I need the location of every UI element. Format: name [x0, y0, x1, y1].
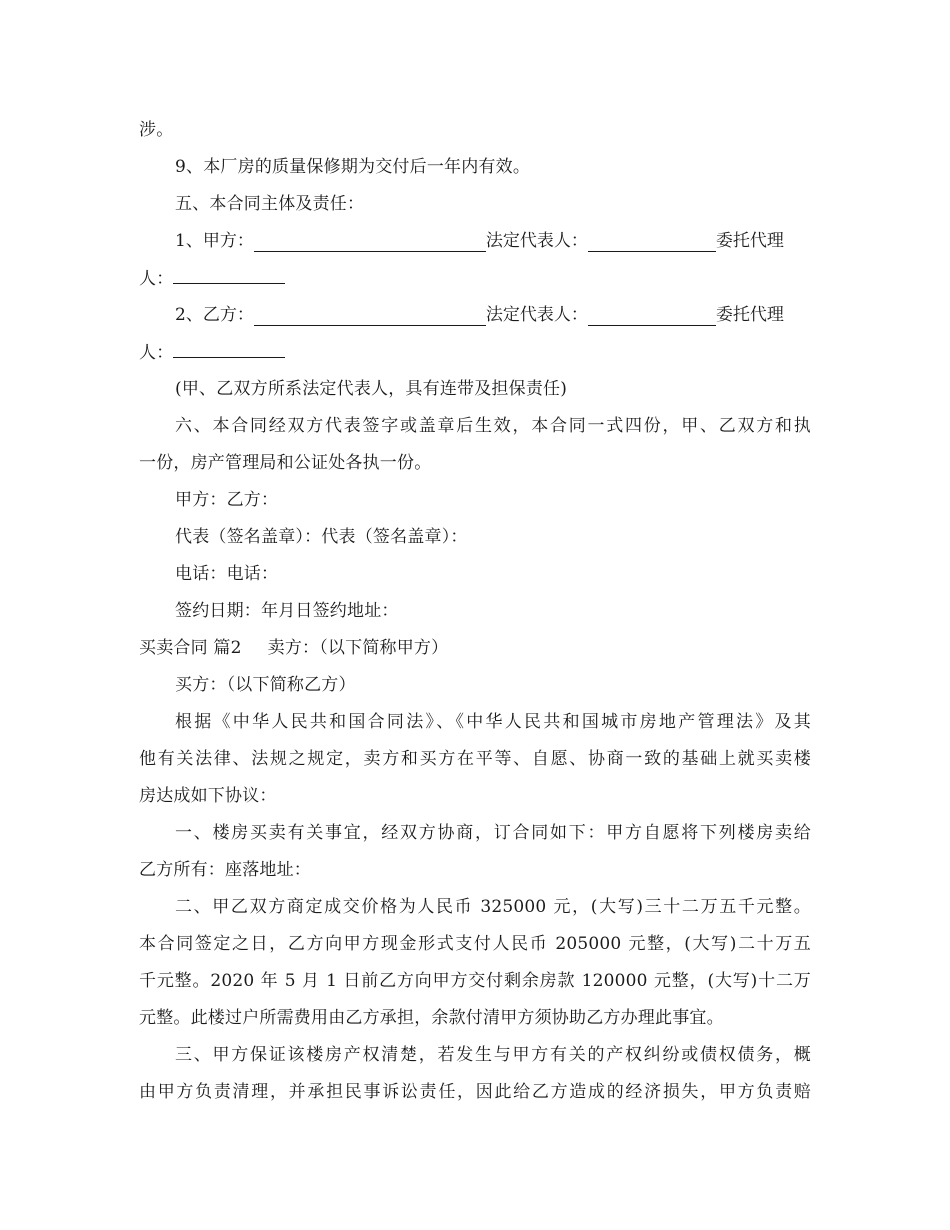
text-line: 六、本合同经双方代表签字或盖章后生效，本合同一式四份，甲、乙双方和执: [175, 416, 811, 436]
seller-label: 卖方：（以下简称甲方）: [267, 638, 449, 658]
signature-parties: 甲方：乙方：: [175, 490, 279, 510]
text-line: 涉。: [139, 120, 174, 140]
text-line: 根据《中华人民共和国合同法》、《中华人民共和国城市房地产管理法》及其: [175, 712, 811, 732]
text-line: 千元整。2020 年 5 月 1 日前乙方向甲方交付剩余房款 120000 元整，(大写)十二万: [139, 971, 811, 991]
text-line: 三、甲方保证该楼房产权清楚，若发生与甲方有关的产权纠纷或债权债务，概: [175, 1045, 811, 1065]
text-line: 一份，房产管理局和公证处各执一份。: [139, 453, 432, 473]
agent-label: 委托代理: [715, 231, 784, 251]
text-line: 元整。此楼过户所需费用由乙方承担，余款付清甲方须协助乙方办理此事宜。: [139, 1008, 724, 1028]
party-a-line: [175, 230, 811, 252]
text-line: 乙方所有：座落地址：: [139, 860, 311, 880]
legal-rep-blank: [588, 235, 716, 252]
agent-blank: [173, 341, 285, 358]
contract-heading-line: [139, 637, 448, 659]
agent-line: [139, 267, 285, 290]
contract-title: 买卖合同 篇2: [139, 638, 242, 658]
text-line: 房达成如下协议：: [139, 786, 277, 806]
party-a-name-blank: [254, 235, 486, 252]
text-line: 二、甲乙双方商定成交价格为人民币 325000 元，(大写)三十二万五千元整。: [175, 897, 811, 917]
signature-representatives: 代表（签名盖章）：代表（签名盖章）：: [175, 527, 468, 547]
section-heading: 五、本合同主体及责任：: [175, 194, 365, 214]
text-line: 本合同签定之日，乙方向甲方现金形式支付人民币 205000 元整，(大写)二十万五: [139, 934, 811, 954]
agent-blank: [173, 267, 285, 284]
text-line: (甲、乙双方所系法定代表人，具有连带及担保责任): [175, 379, 568, 399]
party-b-line: [175, 304, 811, 326]
agent-label-end: 人：: [139, 343, 174, 363]
signature-phones: 电话：电话：: [175, 564, 279, 584]
agent-line: [139, 341, 285, 364]
text-line: 他有关法律、法规之规定，卖方和买方在平等、自愿、协商一致的基础上就买卖楼: [139, 749, 811, 769]
agent-label-end: 人：: [139, 269, 174, 289]
party-b-label: 2、乙方：: [175, 305, 254, 325]
buyer-label: 买方：（以下简称乙方）: [175, 675, 356, 695]
agent-label: 委托代理: [715, 305, 784, 325]
party-a-label: 1、甲方：: [175, 231, 254, 251]
party-b-name-blank: [254, 309, 486, 326]
legal-rep-blank: [588, 309, 716, 326]
legal-rep-label: 法定代表人：: [485, 305, 588, 325]
text-line: 一、楼房买卖有关事宜，经双方协商，订合同如下：甲方自愿将下列楼房卖给: [175, 823, 811, 843]
text-line: 由甲方负责清理，并承担民事诉讼责任，因此给乙方造成的经济损失，甲方负责赔: [139, 1082, 811, 1102]
signing-date-address: 签约日期：年月日签约地址：: [175, 601, 399, 621]
legal-rep-label: 法定代表人：: [485, 231, 588, 251]
text-line: 9、本厂房的质量保修期为交付后一年内有效。: [175, 157, 531, 177]
